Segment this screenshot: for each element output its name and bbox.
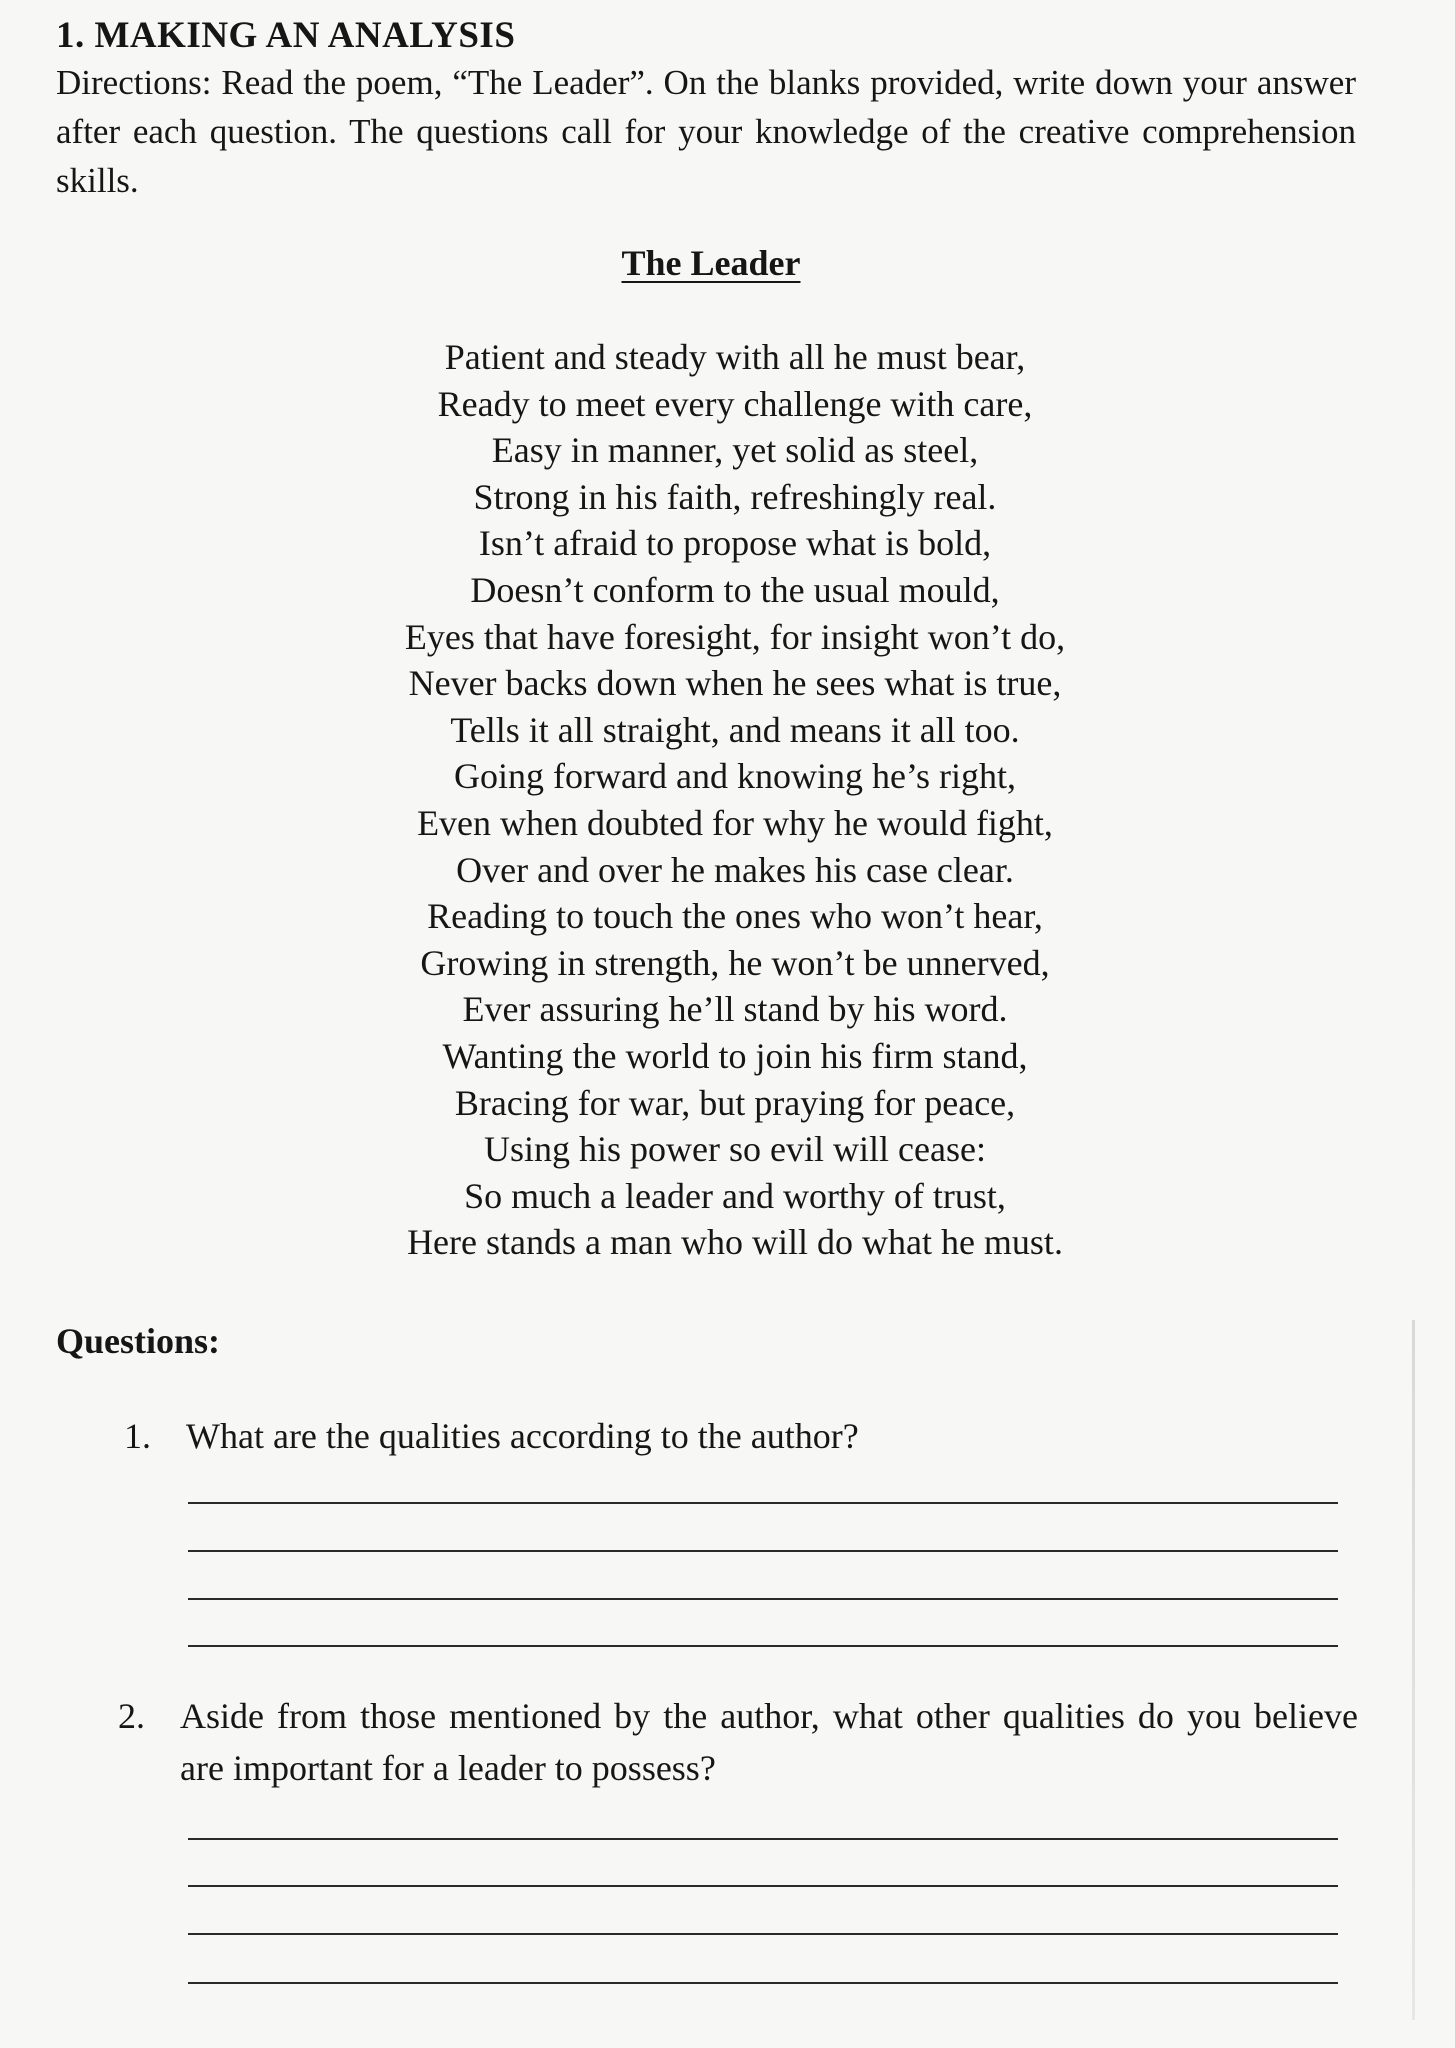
poem-title-text: The Leader (621, 243, 801, 283)
answer-blank-q2-line3[interactable] (188, 1933, 1338, 1935)
poem-line: Bracing for war, but praying for peace, (454, 1082, 1016, 1123)
poem-line: Here stands a man who will do what he must. (407, 1222, 1063, 1263)
poem-line: Growing in strength, he won’t be unnerved, (420, 942, 1050, 983)
answer-blank-q1-line2[interactable] (188, 1550, 1338, 1552)
poem-line: Using his power so evil will cease: (484, 1129, 986, 1170)
poem-line: Never backs down when he sees what is true, (408, 663, 1062, 704)
poem-line: Tells it all straight, and means it all too. (450, 709, 1020, 750)
question-2 (118, 1690, 1358, 1794)
poem-line: Even when doubted for why he would fight, (417, 802, 1053, 843)
poem-line: Ever assuring he’ll stand by his word. (462, 989, 1008, 1030)
answer-blank-q2-line1[interactable] (188, 1838, 1338, 1840)
poem-title (0, 242, 1422, 284)
poem-line: Ready to meet every challenge with care, (437, 383, 1033, 424)
answer-blank-q1-line4[interactable] (188, 1645, 1338, 1647)
question-1 (124, 1410, 1354, 1462)
question-number: 1. (124, 1416, 151, 1456)
scan-edge-line (1412, 1320, 1415, 2020)
questions-heading: Questions: (56, 1321, 221, 1361)
poem-line: So much a leader and worthy of trust, (464, 1175, 1006, 1216)
poem-line: Reading to touch the ones who won’t hear, (427, 896, 1043, 937)
poem-line: Easy in manner, yet solid as steel, (491, 430, 979, 471)
question-number: 2. (118, 1696, 145, 1736)
poem-line: Wanting the world to join his firm stand, (442, 1035, 1028, 1076)
poem-line: Going forward and knowing he’s right, (454, 756, 1016, 797)
poem-line: Over and over he makes his case clear. (456, 849, 1014, 890)
question-text: Aside from those mentioned by the author, what other qualities do you believe are important for a leader to possess? (180, 1696, 1358, 1788)
poem-line: Eyes that have foresight, for insight won’t do, (404, 616, 1066, 657)
poem-line: Strong in his faith, refreshingly real. (473, 476, 997, 517)
answer-blank-q1-line3[interactable] (188, 1598, 1338, 1600)
answer-blank-q1-line1[interactable] (188, 1502, 1338, 1504)
answer-blank-q2-line2[interactable] (188, 1885, 1338, 1887)
section-title: 1. MAKING AN ANALYSIS (56, 15, 516, 56)
answer-blank-q2-line4[interactable] (188, 1982, 1338, 1984)
poem-line: Doesn’t conform to the usual mould, (470, 569, 1000, 610)
poem-body (0, 334, 1455, 1266)
poem-line: Patient and steady with all he must bear, (444, 337, 1026, 377)
poem-line: Isn’t afraid to propose what is bold, (478, 523, 992, 564)
question-text: What are the qualities according to the author? (186, 1416, 859, 1456)
directions-text: Directions: Read the poem, “The Leader”. On the blanks provided, write down your answer after each question. The questions call for your knowledge of the creative comprehension skills. (56, 63, 1356, 200)
